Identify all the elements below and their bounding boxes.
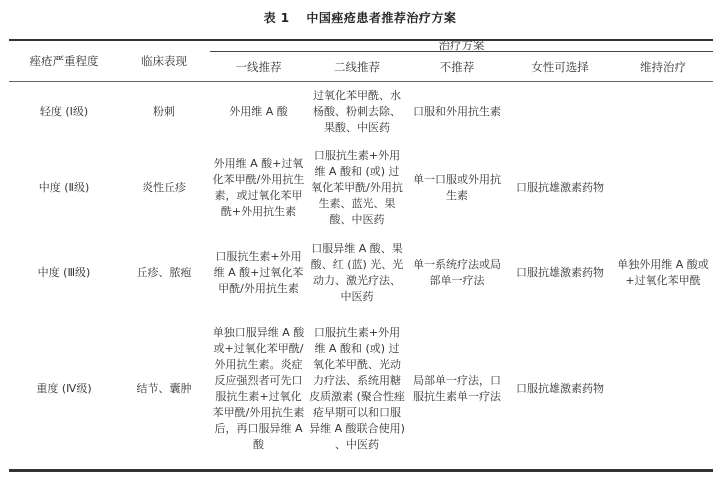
cell-not-recommended	[409, 142, 505, 234]
header-not-recommended-label: 不推荐	[439, 59, 475, 74]
cell-first-line	[212, 82, 305, 142]
header-not-recommended	[407, 52, 507, 81]
cell-second-line	[309, 142, 405, 234]
first-line-text: 单独口服异维 A 酸或+过氧化苯甲酰/外用抗生素。炎症反应强烈者可先口服抗生素+过氧化苯甲酰/外用抗生素后，再口服异维 A 酸	[212, 326, 305, 451]
second-line-text: 口服抗生素+外用维 A 酸和 (或) 过氧化苯甲酰、光动力疗法、系统用糖皮质激素 (聚合性痤疮早期可以和口服异维 A 酸联合使用) 、中医药	[309, 326, 405, 451]
cell-maintenance	[615, 82, 711, 142]
severity-text: 中度 (Ⅲ级)	[37, 266, 91, 279]
cell-not-recommended	[409, 234, 505, 312]
cell-clinical	[119, 82, 209, 142]
second-line-text: 口服抗生素+外用维 A 酸和 (或) 过氧化苯甲酰/外用抗生素、蓝光、果酸、中医药	[311, 149, 403, 226]
clinical-text: 炎性丘疹	[142, 181, 186, 194]
header-clinical-label: 临床表现	[141, 54, 187, 68]
header-first-line-label: 一线推荐	[235, 59, 282, 74]
clinical-text: 结节、囊肿	[136, 382, 192, 395]
cell-severity	[9, 234, 119, 312]
cell-severity	[9, 82, 119, 142]
cell-first-line	[212, 312, 305, 466]
first-line-text: 口服抗生素+外用维 A 酸+过氧化苯甲酰/外用抗生素	[213, 250, 304, 295]
severity-text: 重度 (Ⅳ级)	[36, 382, 92, 395]
cell-second-line	[309, 234, 405, 312]
header-second-line-label: 二线推荐	[334, 59, 380, 74]
header-female-option	[507, 52, 613, 81]
header-maintenance-label: 维持治疗	[640, 59, 686, 74]
cell-second-line	[309, 312, 405, 466]
maintenance-text: 单独外用维 A 酸或+过氧化苯甲酰	[617, 258, 709, 287]
cell-maintenance	[615, 312, 711, 466]
cell-clinical	[119, 234, 209, 312]
not-recommended-text: 单一口服或外用抗生素	[413, 173, 501, 202]
table-caption	[0, 9, 720, 26]
severity-text: 中度 (Ⅱ级)	[38, 181, 90, 194]
header-clinical	[119, 41, 209, 81]
female-option-text: 口服抗雄激素药物	[516, 382, 604, 395]
header-group	[210, 38, 713, 52]
second-line-text: 口服异维 A 酸、果酸、红 (蓝) 光、光动力、激光疗法、中医药	[310, 242, 404, 303]
cell-clinical	[119, 142, 209, 234]
header-severity-label: 痤疮严重程度	[29, 54, 99, 68]
cell-female-option	[509, 142, 611, 234]
not-recommended-text: 口服和外用抗生素	[413, 105, 501, 118]
header-second-line	[307, 52, 407, 81]
female-option-text: 口服抗雄激素药物	[516, 181, 604, 194]
cell-first-line	[212, 142, 305, 234]
first-line-text: 外用维 A 酸+过氧化苯甲酰/外用抗生素，或过氧化苯甲酰+外用抗生素	[212, 157, 305, 218]
not-recommended-text: 局部单一疗法，口服抗生素单一疗法	[413, 374, 501, 403]
header-maintenance	[613, 52, 713, 81]
header-first-line	[210, 52, 307, 81]
table-number: 表 1	[263, 11, 290, 25]
female-option-text: 口服抗雄激素药物	[516, 266, 604, 279]
clinical-text: 丘疹、脓疱	[136, 266, 192, 279]
cell-first-line	[212, 234, 305, 312]
header-female-option-label: 女性可选择	[531, 59, 589, 74]
cell-female-option	[509, 312, 611, 466]
cell-clinical	[119, 312, 209, 466]
second-line-text: 过氧化苯甲酰、水杨酸、粉刺去除、果酸、中医药	[313, 89, 401, 134]
cell-female-option	[509, 82, 611, 142]
header-severity	[9, 41, 119, 81]
header-group-label: 治疗方案	[438, 38, 485, 52]
first-line-text: 外用维 A 酸	[229, 105, 288, 118]
clinical-text: 粉刺	[153, 105, 175, 118]
cell-severity	[9, 312, 119, 466]
cell-severity	[9, 142, 119, 234]
cell-maintenance	[615, 142, 711, 234]
bottom-rule	[9, 469, 713, 472]
cell-not-recommended	[409, 82, 505, 142]
cell-not-recommended	[409, 312, 505, 466]
cell-female-option	[509, 234, 611, 312]
cell-maintenance	[615, 234, 711, 312]
severity-text: 轻度 (Ⅰ级)	[39, 105, 89, 118]
table-title: 中国痤疮患者推荐治疗方案	[306, 11, 457, 25]
not-recommended-text: 单一系统疗法或局部单一疗法	[413, 258, 501, 287]
cell-second-line	[309, 82, 405, 142]
